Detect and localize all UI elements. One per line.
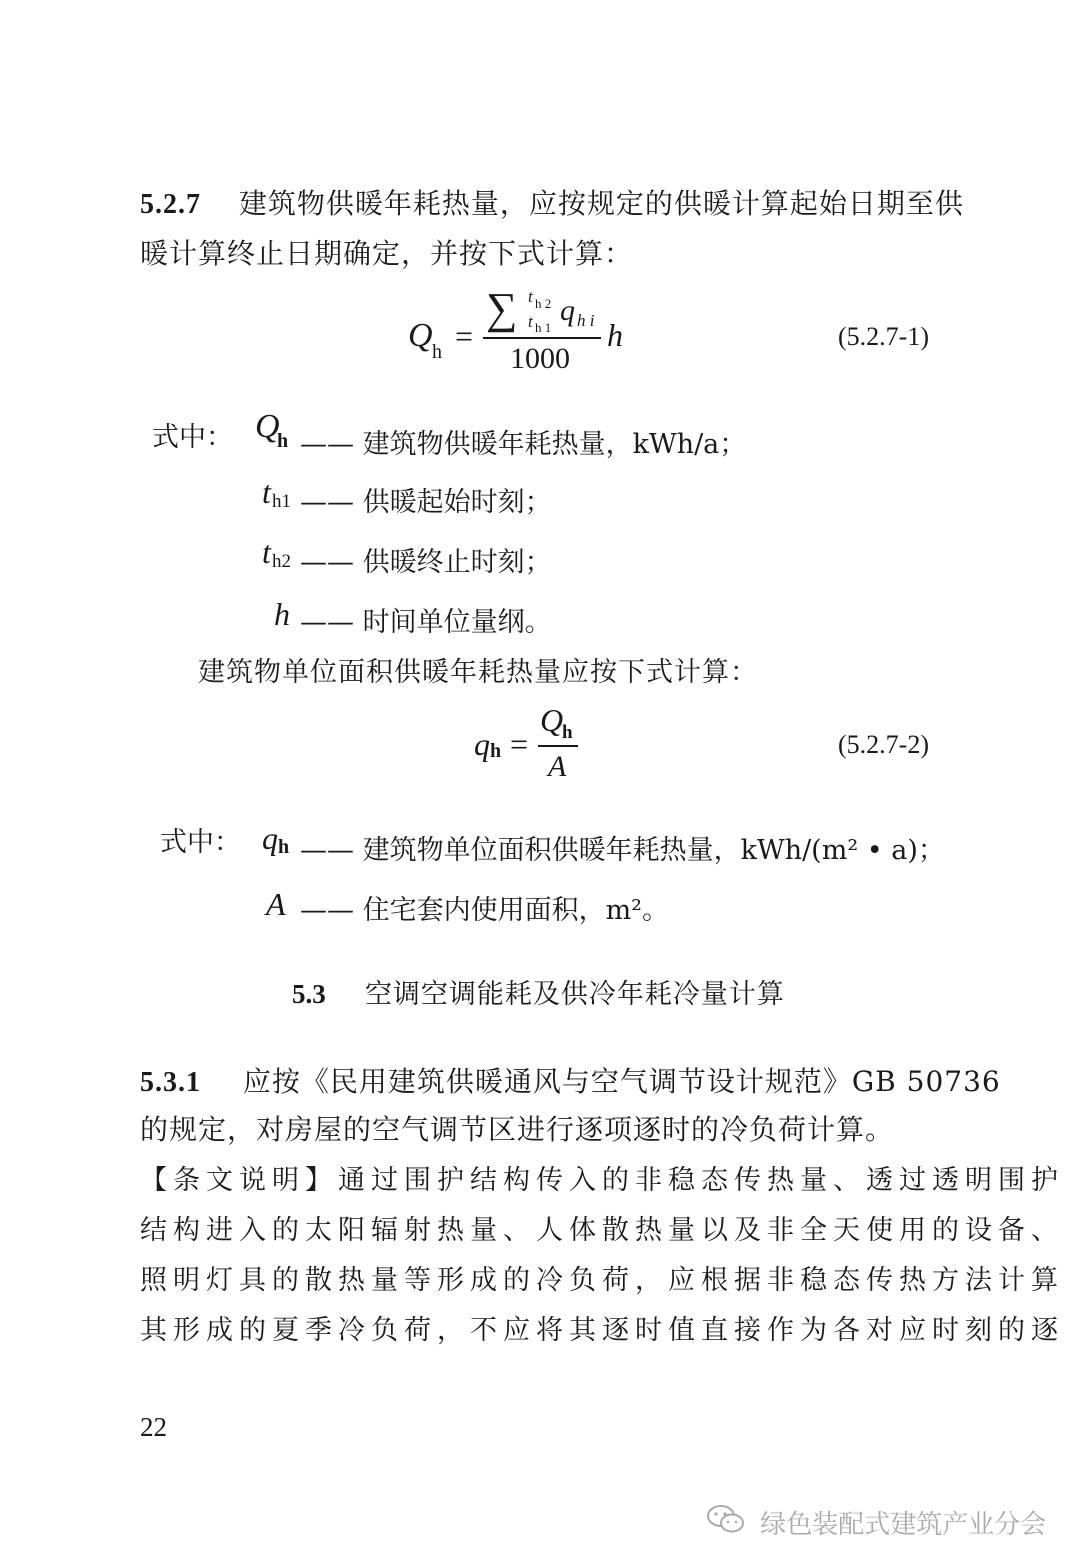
eq2-tag: (5.2.7-2): [838, 730, 929, 759]
eq2-denominator: A: [548, 750, 567, 783]
lower-limit-t: t: [528, 312, 533, 331]
clause-5-2-7: [140, 182, 964, 222]
watermark: [706, 1504, 1046, 1541]
section-heading-5-3: [292, 972, 785, 1011]
clause-5-3-1: [140, 1060, 1001, 1100]
upper-limit-t: t: [528, 287, 533, 306]
clause-number: 5.3.1: [140, 1067, 201, 1098]
watermark-text: 绿色装配式建筑产业分会: [760, 1510, 1047, 1540]
page-number: 22: [140, 1412, 167, 1442]
def-text: —— 时间单位量纲。: [300, 607, 552, 638]
note-line: 照明灯具的散热量等形成的冷负荷，应根据非稳态传热方法计算: [140, 1265, 1064, 1296]
area-intro: 建筑物单位面积供暖年耗热量应按下式计算：: [198, 657, 758, 688]
section-title: 空调空调能耗及供冷年耗冷量计算: [364, 979, 785, 1010]
eq2-lhs-sub: h: [490, 740, 502, 762]
def-symbol: t: [262, 474, 271, 510]
eq2-lhs: q: [474, 726, 490, 762]
def-text: —— 供暖起始时刻；: [300, 487, 552, 518]
defs2-intro: 式中：: [160, 827, 241, 858]
clause-text-line1: 建筑物供暖年耗热量，应按规定的供暖计算起始日期至供: [238, 187, 964, 220]
def-symbol: q: [262, 820, 278, 856]
clause-text-line1: 应按《民用建筑供暖通风与空气调节设计规范》GB 50736: [242, 1065, 1001, 1098]
eq1-q: q: [560, 294, 575, 327]
def-text: —— 住宅套内使用面积，m²。: [300, 895, 670, 926]
def-text: —— 建筑物单位面积供暖年耗热量，kWh/(m² • a)；: [300, 835, 945, 866]
eq2-equals: =: [510, 726, 529, 762]
def-symbol: h: [274, 596, 290, 632]
eq1-h: h: [607, 317, 623, 353]
eq1-q-sub: h i: [577, 311, 595, 330]
def-symbol-sub: h: [278, 836, 290, 858]
def-text: —— 建筑物供暖年耗热量，kWh/a；: [300, 429, 747, 460]
eq2-numerator-sub: h: [562, 722, 573, 743]
section-number: 5.3: [292, 979, 326, 1009]
def-symbol: Q: [255, 408, 280, 445]
defs1-intro: 式中：: [152, 422, 233, 453]
eq1-denominator: 1000: [510, 342, 570, 375]
sum-symbol: ∑: [486, 284, 518, 333]
eq2-fraction-line: [538, 745, 578, 747]
def-symbol: A: [266, 886, 286, 922]
eq1-fraction-line: [483, 337, 601, 339]
note-line: 【条文说明】通过围护结构传入的非稳态传热量、透过透明围护: [140, 1165, 1064, 1196]
eq1-equals: =: [455, 318, 474, 354]
def-symbol-sub: h: [277, 430, 289, 452]
eq1-lhs-sub: h: [432, 341, 442, 363]
eq2-numerator: Q: [540, 702, 564, 738]
upper-limit-sub: h 2: [535, 296, 552, 311]
note-line: 其形成的夏季冷负荷，不应将其逐时值直接作为各对应时刻的逐: [140, 1315, 1064, 1346]
def-text: —— 供暖终止时刻；: [300, 547, 552, 578]
def-symbol-sub: h1: [272, 491, 291, 512]
eq1-lhs: Q: [408, 317, 433, 354]
lower-limit-sub: h 1: [535, 320, 552, 335]
clause-number: 5.2.7: [140, 189, 201, 220]
def-symbol: t: [262, 534, 271, 570]
clause-5-3-1-line2: 的规定，对房屋的空气调节区进行逐项逐时的冷负荷计算。: [140, 1113, 895, 1146]
eq1-tag: (5.2.7-1): [838, 322, 929, 351]
wechat-icon: [706, 1504, 746, 1541]
clause-5-2-7-line2: 暖计算终止日期确定，并按下式计算：: [140, 237, 634, 270]
note-line: 结构进入的太阳辐射热量、人体散热量以及非全天使用的设备、: [140, 1215, 1064, 1246]
def-symbol-sub: h2: [272, 551, 291, 572]
